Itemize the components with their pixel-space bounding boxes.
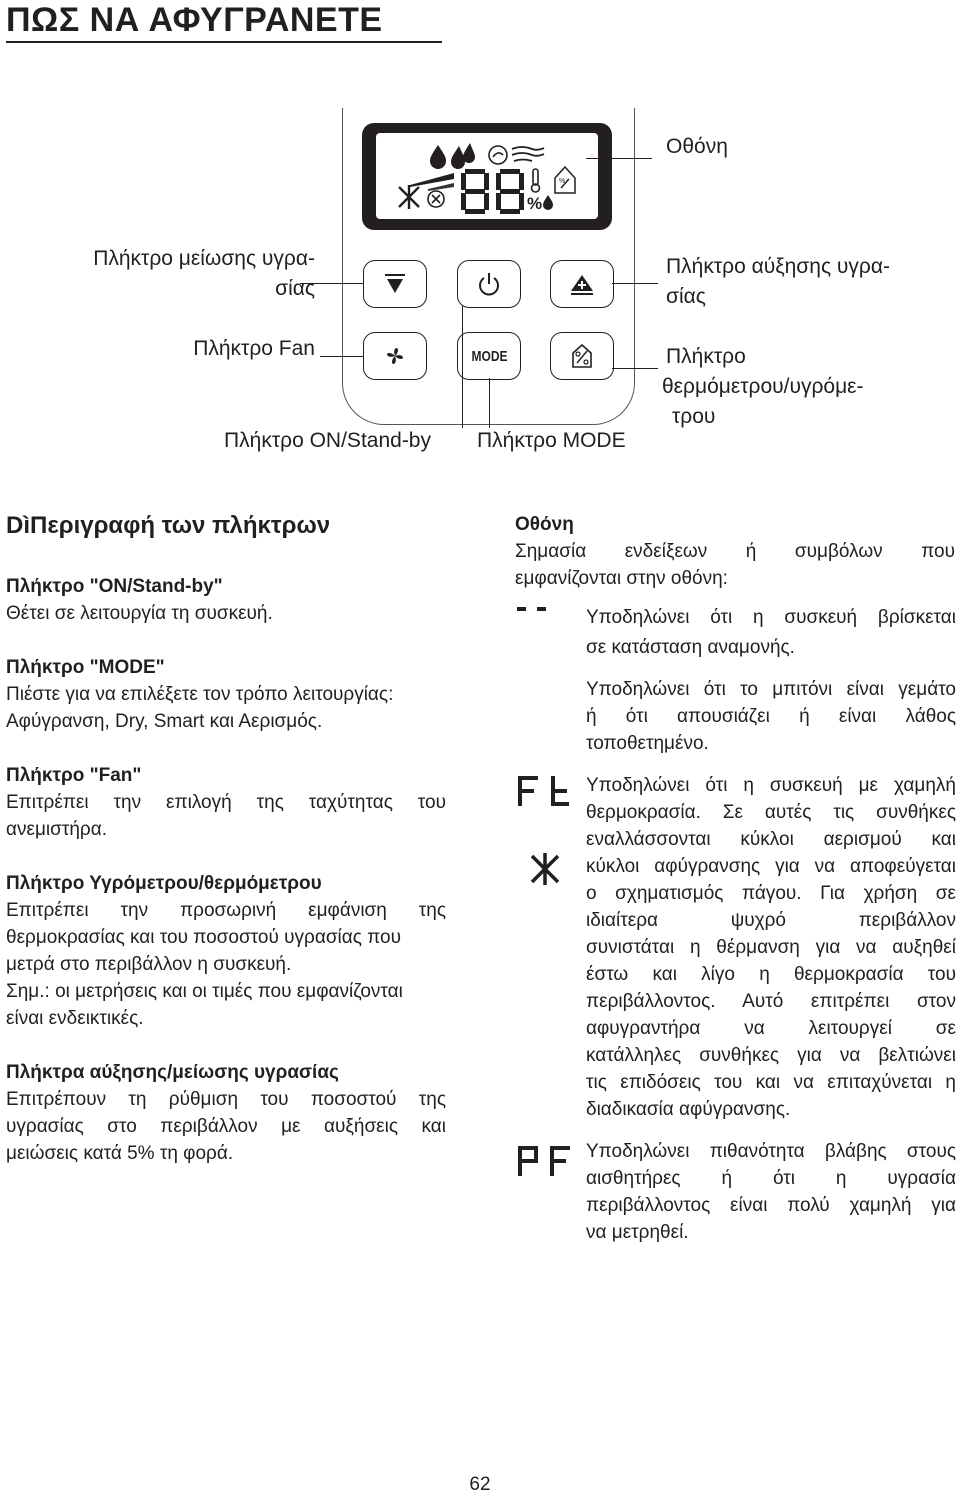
- callout-display: Οθόνη: [666, 135, 728, 158]
- onstandby-text: Θέτει σε λειτουργία τη συσκευή.: [6, 603, 273, 624]
- hygro-text-4: Σημ.: οι μετρήσεις και οι τιμές που εμφανίζονται: [6, 981, 403, 1002]
- leader-onstandby: [462, 306, 463, 428]
- power-icon: [476, 271, 502, 297]
- mode-button-label: MODE: [471, 347, 507, 365]
- mode-text-1: Πιέστε για να επιλέξετε τον τρόπο λειτουργίας:: [6, 684, 394, 705]
- page-title: ΠΩΣ ΝΑ ΑΦΥΓΡΑΝΕΤΕ: [6, 1, 383, 39]
- ft-text-3: εναλλάσσονται κύκλοι αερισμού και: [586, 829, 956, 850]
- pf-text-1: Υποδηλώνει πιθανότητα βλάβης στους: [586, 1141, 956, 1162]
- ft-text-13: διαδικασία αφύγρανσης.: [586, 1099, 791, 1120]
- mode-title: Πλήκτρο "MODE": [6, 657, 165, 678]
- callout-decrease-2: σίας: [275, 277, 315, 300]
- snowflake-icon: [528, 852, 562, 886]
- lcd-percent: %: [527, 194, 543, 213]
- display-text-1: Σημασία ενδείξεων ή συμβόλων που: [515, 541, 955, 562]
- mode-text-2: Αφύγρανση, Dry, Smart και Αερισμός.: [6, 711, 323, 732]
- hygro-text-3: μετρά στο περιβάλλον η συσκευή.: [6, 954, 292, 975]
- ft-text-1: Υποδηλώνει ότι η συσκευή με χαμηλή: [586, 775, 956, 796]
- ft-text-4: κύκλοι αφύγρανσης για να αποφεύγεται: [586, 856, 956, 877]
- humidity-decrease-button[interactable]: [363, 260, 427, 308]
- display-text-2: εμφανίζονται στην οθόνη:: [515, 568, 728, 589]
- fan-icon: [383, 344, 407, 368]
- ft-text-11: κατάλληλες συνθήκες για να βελτιώνει: [586, 1045, 956, 1066]
- fan-button[interactable]: [363, 332, 427, 380]
- thermo-humidity-icon: [569, 343, 595, 369]
- ft-text-9: περιβάλλοντος. Αυτό επιτρέπει στον: [586, 991, 956, 1012]
- humid-text-1: Επιτρέπουν τη ρύθμιση του ποσοστού της: [6, 1089, 446, 1110]
- leader-fan: [320, 356, 363, 357]
- leader-increase: [612, 283, 658, 284]
- fan-text-2: ανεμιστήρα.: [6, 819, 107, 840]
- leader-thermo: [612, 368, 658, 369]
- onstandby-title: Πλήκτρο "ON/Stand-by": [6, 576, 223, 597]
- callout-increase-2: σίας: [666, 285, 706, 308]
- display-title: Οθόνη: [515, 514, 574, 535]
- mode-button[interactable]: [457, 332, 521, 380]
- on-standby-button[interactable]: [457, 260, 521, 308]
- triangle-up-icon: [569, 273, 595, 295]
- ft-text-7: συνιστάται η θέρμανση για να αυξηθεί: [586, 937, 956, 958]
- leader-display: [586, 158, 652, 159]
- tank-text-2: ή ότι απουσιάζει ή είναι λάθος: [586, 706, 956, 727]
- hygro-text-1: Επιτρέπει την προσωρινή εμφάνιση της: [6, 900, 446, 921]
- ft-text-2: θερμοκρασία. Σε αυτές τις συνθήκες: [586, 802, 956, 823]
- humidity-increase-button[interactable]: [550, 260, 614, 308]
- humid-text-2: υγρασίας στο περιβάλλον με αυξήσεις και: [6, 1116, 446, 1137]
- tank-text-3: τοποθετημένο.: [586, 733, 709, 754]
- lcd-display-graphics: [362, 123, 612, 230]
- humid-title: Πλήκτρα αύξησης/μείωσης υγρασίας: [6, 1062, 339, 1083]
- pf-text-2: αισθητήρες ή ότι η υγρασία: [586, 1168, 956, 1189]
- callout-fan: Πλήκτρο Fan: [193, 337, 315, 360]
- ft-text-10: αφυγραντήρα να λειτουργεί σε: [586, 1018, 956, 1039]
- callout-onstandby: Πλήκτρο ON/Stand-by: [224, 429, 431, 452]
- fan-title: Πλήκτρο "Fan": [6, 765, 142, 786]
- dash-text-1: Υποδηλώνει ότι η συσκευή βρίσκεται: [586, 607, 956, 628]
- pf-symbol: [516, 1144, 574, 1178]
- leader-mode: [489, 378, 490, 428]
- triangle-down-icon: [383, 273, 407, 295]
- hygro-title: Πλήκτρο Υγρόμετρου/θερμόμετρου: [6, 873, 322, 894]
- callout-mode: Πλήκτρο MODE: [477, 429, 626, 452]
- dash-text-2: σε κατάσταση αναμονής.: [586, 637, 795, 658]
- thermo-hygrometer-button[interactable]: [550, 332, 614, 380]
- callout-decrease-1: Πλήκτρο μείωσης υγρα-: [93, 247, 315, 270]
- pf-text-4: να μετρηθεί.: [586, 1222, 689, 1243]
- callout-increase-1: Πλήκτρο αύξησης υγρα-: [666, 255, 890, 278]
- page-number: 62: [469, 1474, 491, 1495]
- callout-thermo-2: θερμόμετρου/υγρόμε-: [662, 375, 864, 398]
- tank-text-1: Υποδηλώνει ότι το μπιτόνι είναι γεμάτο: [586, 679, 956, 700]
- ft-text-6: ιδιαίτερα ψυχρό περιβάλλον: [586, 910, 956, 931]
- ft-symbol: [516, 774, 574, 808]
- section-heading: DìΠεριγραφή των πλήκτρων: [6, 512, 331, 539]
- fan-text-1: Επιτρέπει την επιλογή της ταχύτητας του: [6, 792, 446, 813]
- title-rule: [6, 41, 442, 43]
- callout-thermo-3: τρου: [672, 405, 716, 428]
- humid-text-3: μειώσεις κατά 5% τη φορά.: [6, 1143, 234, 1164]
- hygro-text-2: θερμοκρασίας και του ποσοστού υγρασίας που: [6, 927, 401, 948]
- ft-text-8: έστω και λίγο η θερμοκρασία του: [586, 964, 956, 985]
- ft-text-5: ο σχηματισμός πάγου. Για χρήση σε: [586, 883, 956, 904]
- callout-thermo-1: Πλήκτρο: [666, 345, 746, 368]
- hygro-text-5: είναι ενδεικτικές.: [6, 1008, 144, 1029]
- pf-text-3: περιβάλλοντος είναι πολύ χαμηλή για: [586, 1195, 956, 1216]
- dash-symbol: [515, 604, 549, 614]
- svg-text:%: %: [559, 178, 566, 185]
- ft-text-12: τις επιδόσεις του και να επιταχύνεται η: [586, 1072, 956, 1093]
